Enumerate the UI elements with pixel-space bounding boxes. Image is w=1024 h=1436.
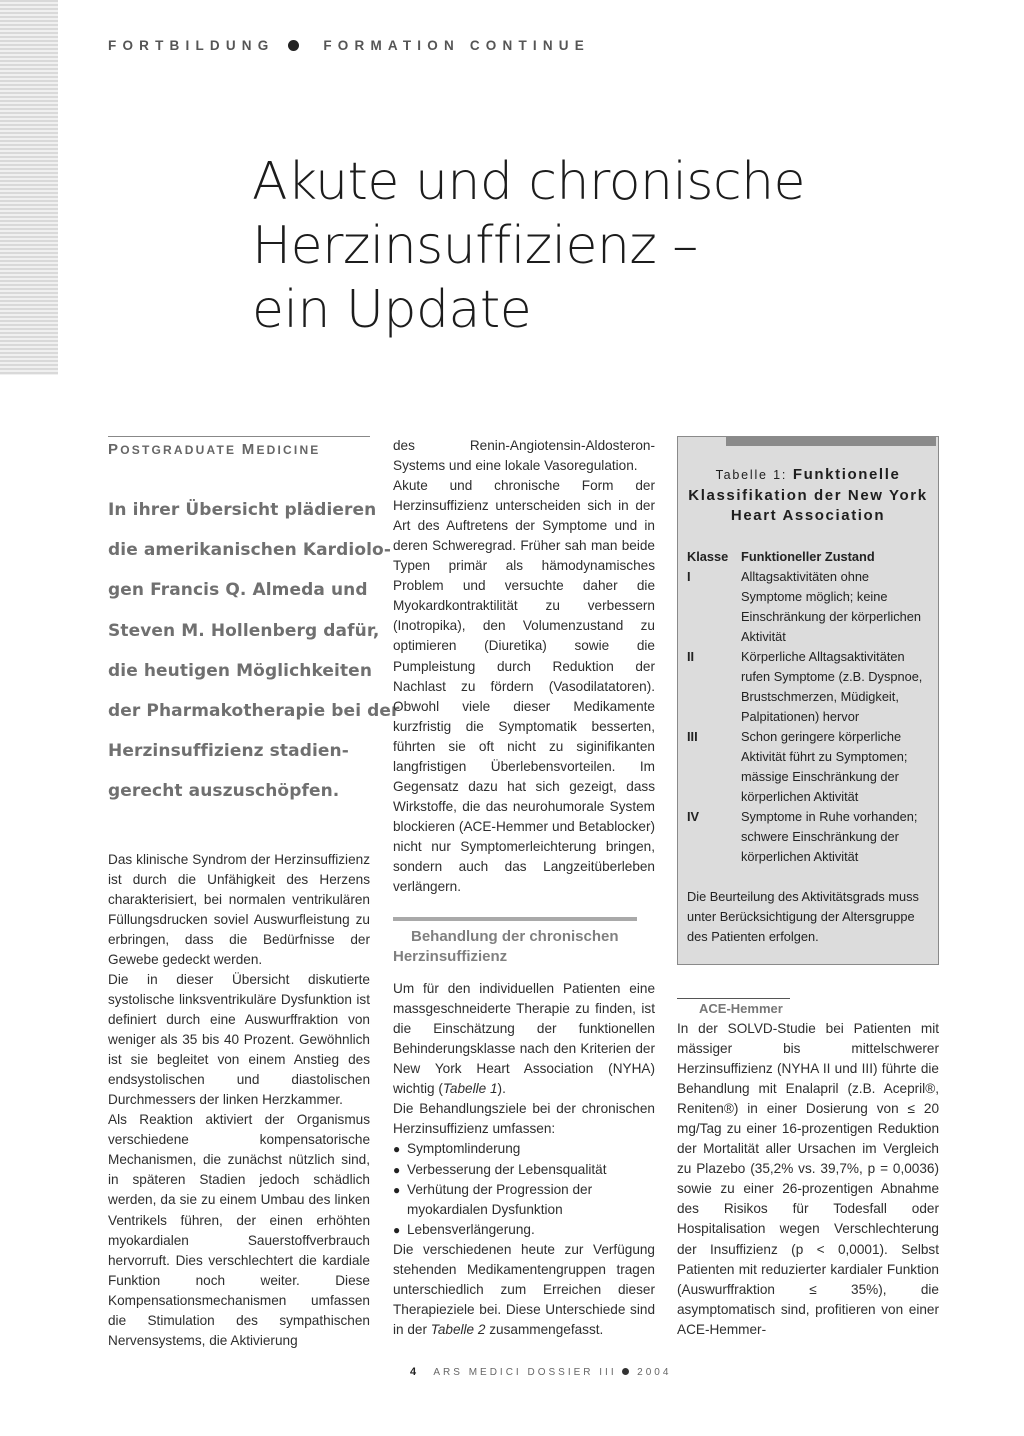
table-footnote: Die Beurteilung des Aktivitätsgrads muss unter Berücksichtigung der Altersgruppe des Patienten erfolgen. <box>687 889 919 945</box>
title-line-3: ein Update <box>252 280 532 340</box>
lead-text <box>108 490 400 812</box>
table-row: IV Symptome in Ruhe vorhanden; schwere Einschränkung der körperlichen Aktivität <box>687 809 918 865</box>
lead-line: In ihrer Übersicht plädieren <box>108 500 377 521</box>
section-label-fr: FORMATION CONTINUE <box>323 38 590 53</box>
journal-name: ARS MEDICI DOSSIER III <box>433 1367 617 1378</box>
table-row: II Körperliche Alltagsaktivitäten rufen Symptome (z.B. Dyspnoe, Brustschmerzen, Müdigkeit, Palpitationen) hervor <box>687 648 923 724</box>
section-header <box>108 38 590 53</box>
list-item: ● Verhütung der Progression der myokardialen Dysfunktion <box>393 1180 655 1220</box>
body-paragraph: Die Behandlungsziele bei der chronischen Herzinsuffizienz umfassen: <box>393 1101 655 1137</box>
table-row: I Alltagsaktivitäten ohne Symptome möglich; keine Einschränkung der körperlichen Aktivität <box>687 568 921 644</box>
table-row: III Schon geringere körperliche Aktivität führt zu Symptomen; mässige Einschränkung der körperlichen Aktivität <box>687 728 908 805</box>
right-column <box>677 998 939 1340</box>
lead-line: gerecht auszuschöpfen. <box>108 781 340 802</box>
page-number: 4 <box>410 1366 417 1378</box>
lead-line: die heutigen Möglichkeiten <box>108 660 373 681</box>
section-subheading: Behandlung der chronischen Herzinsuffizienz <box>393 928 619 966</box>
table-top-bar <box>726 437 936 446</box>
list-item: ● Verbesserung der Lebensqualität <box>393 1160 655 1180</box>
lead-line: Steven M. Hollenberg dafür, <box>108 620 380 641</box>
left-body <box>108 850 370 1351</box>
body-paragraph: Die in dieser Übersicht diskutierte systolische linksventrikuläre Dysfunktion ist definiert durch eine Auswurffraktion von weniger als 35 bis 40 Prozent. Gewöhnlich ist sie begleitet von einem Anstieg des endsystolischen und diastolischen Durchmessers der linken Herzkammer. <box>108 971 370 1108</box>
source-kicker: POSTGRADUATE MEDICINE <box>108 436 370 460</box>
body-paragraph: Akute und chronische Form der Herzinsuffizienz unterscheiden sich in der Art des Auftretens der Symptome und in deren Schweregrad. Früher sah man beide Typen primär als hämodynamisches Problem und versuchte daher die Myokardkontraktilität zu verbessern (Inotropika), den Volumenzustand zu optimieren (Diuretika) sowie die Pumpleistung durch Reduktion der Nachlast zu fördern (Vasodilatatoren). Obwohl viele dieser Medikamente kurzfristig die Symptomatik besserten, führten sie oft nicht zu siginifikanten langfristigen Überlebensvorteilen. Im Gegensatz dazu hat sich gezeigt, dass Wirkstoffe, die das neurohumorale System blockieren (ACE-Hemmer und Betablocker) nicht nur Symptomerleichterung bringen, sondern auch das Langzeitüberleben verlängern. <box>393 478 655 895</box>
side-stripe <box>0 0 58 375</box>
body-paragraph: In der SOLVD-Studie bei Patienten mit mässiger bis mittelschwerer Herzinsuffizienz (NYHA II und III) führte die Behandlung mit Enalapril (z.B. Acepril®, Reniten®) in einer Dosierung von ≤ 20 mg/Tag zu einer 16-prozentigen Reduktion der Mortalität aller Ursachen im Vergleich zu Plazebo (35,2% vs. 39,7%, p = 0,0036) sowie zu einer 26-prozentigen Abnahme des Risikos für Todesfall oder Hospitalisation wegen Verschlechterung der Insuffizienz (p < 0,0001). Selbst Patienten mit reduzierter kardialer Funktion (Auswurffraktion ≤ 35%), die asymptomatisch sind, profitieren von einer ACE-Hemmer- <box>677 1021 939 1337</box>
lead-line: Herzinsuffizienz stadien- <box>108 741 349 762</box>
list-item: ● Lebensverlängerung. <box>393 1220 655 1240</box>
table-header-row: Klasse Funktioneller Zustand <box>687 548 875 564</box>
lead-line: der Pharmakotherapie bei der <box>108 701 400 722</box>
article-title <box>252 150 972 342</box>
goals-list <box>393 1139 655 1239</box>
lead-line: die amerikanischen Kardiolo- <box>108 540 391 561</box>
title-line-2: Herzinsuffizienz – <box>252 216 698 276</box>
table-reference: Tabelle 1 <box>442 1081 498 1097</box>
bullet-dot-icon <box>622 1368 629 1375</box>
body-paragraph: des Renin-Angiotensin-Aldosteron-Systems und eine lokale Vasoregulation. <box>393 438 655 474</box>
left-column <box>108 436 400 1351</box>
subhead-rule <box>393 917 637 921</box>
title-line-1: Akute und chronische <box>252 152 806 212</box>
table-title: Tabelle 1: Funktionelle Klassifikation der New York Heart Association <box>688 466 928 524</box>
table-reference: Tabelle 2 <box>430 1321 486 1337</box>
page-footer <box>410 1366 671 1378</box>
lead-line: gen Francis Q. Almeda und <box>108 580 368 601</box>
list-item: ● Symptomlinderung <box>393 1139 655 1159</box>
body-paragraph: Die verschiedenen heute zur Verfügung stehenden Medikamentengruppen tragen unterschiedlich zum Erreichen dieser Therapieziele bei. Diese Unterschiede sind in der Tabelle 2 zusammengefasst. <box>393 1241 655 1337</box>
section-subheading: ACE-Hemmer <box>699 1001 783 1016</box>
journal-year: 2004 <box>637 1367 672 1378</box>
bullet-dot-icon <box>288 40 299 51</box>
table-body <box>687 547 938 868</box>
body-paragraph: Um für den individuellen Patienten eine massgeschneiderte Therapie zu finden, ist die Einschätzung der funktionellen Behinderungsklasse nach den Kriterien der New York Heart Association (NYHA) wichtig (Tabelle 1). <box>393 981 655 1097</box>
middle-column <box>393 436 655 1340</box>
body-paragraph: Das klinische Syndrom der Herzinsuffizienz ist durch die Unfähigkeit des Herzens charakterisiert, bei normalen ventrikulären Füllungsdrucken soviel Auswurfleistung zu erbringen, dass die Bedürfnisse der Gewebe gedeckt werden. <box>108 851 370 967</box>
nyha-table <box>677 436 939 965</box>
section-label-de: FORTBILDUNG <box>108 38 275 53</box>
body-paragraph: Als Reaktion aktiviert der Organismus verschiedene kompensatorische Mechanismen, die zunächst nützlich sind, in späteren Stadien jedoch schädlich werden, da sie zu einem Umbau des linken Ventrikels führen, der einen erhöhten myokardialen Sauerstoffverbrauch hervorruft. Dies verschlechtert die kardiale Funktion noch weiter. Diese Kompensationsmechanismen umfassen die Stimulation des sympathischen Nervensystems, die Aktivierung <box>108 1112 370 1348</box>
